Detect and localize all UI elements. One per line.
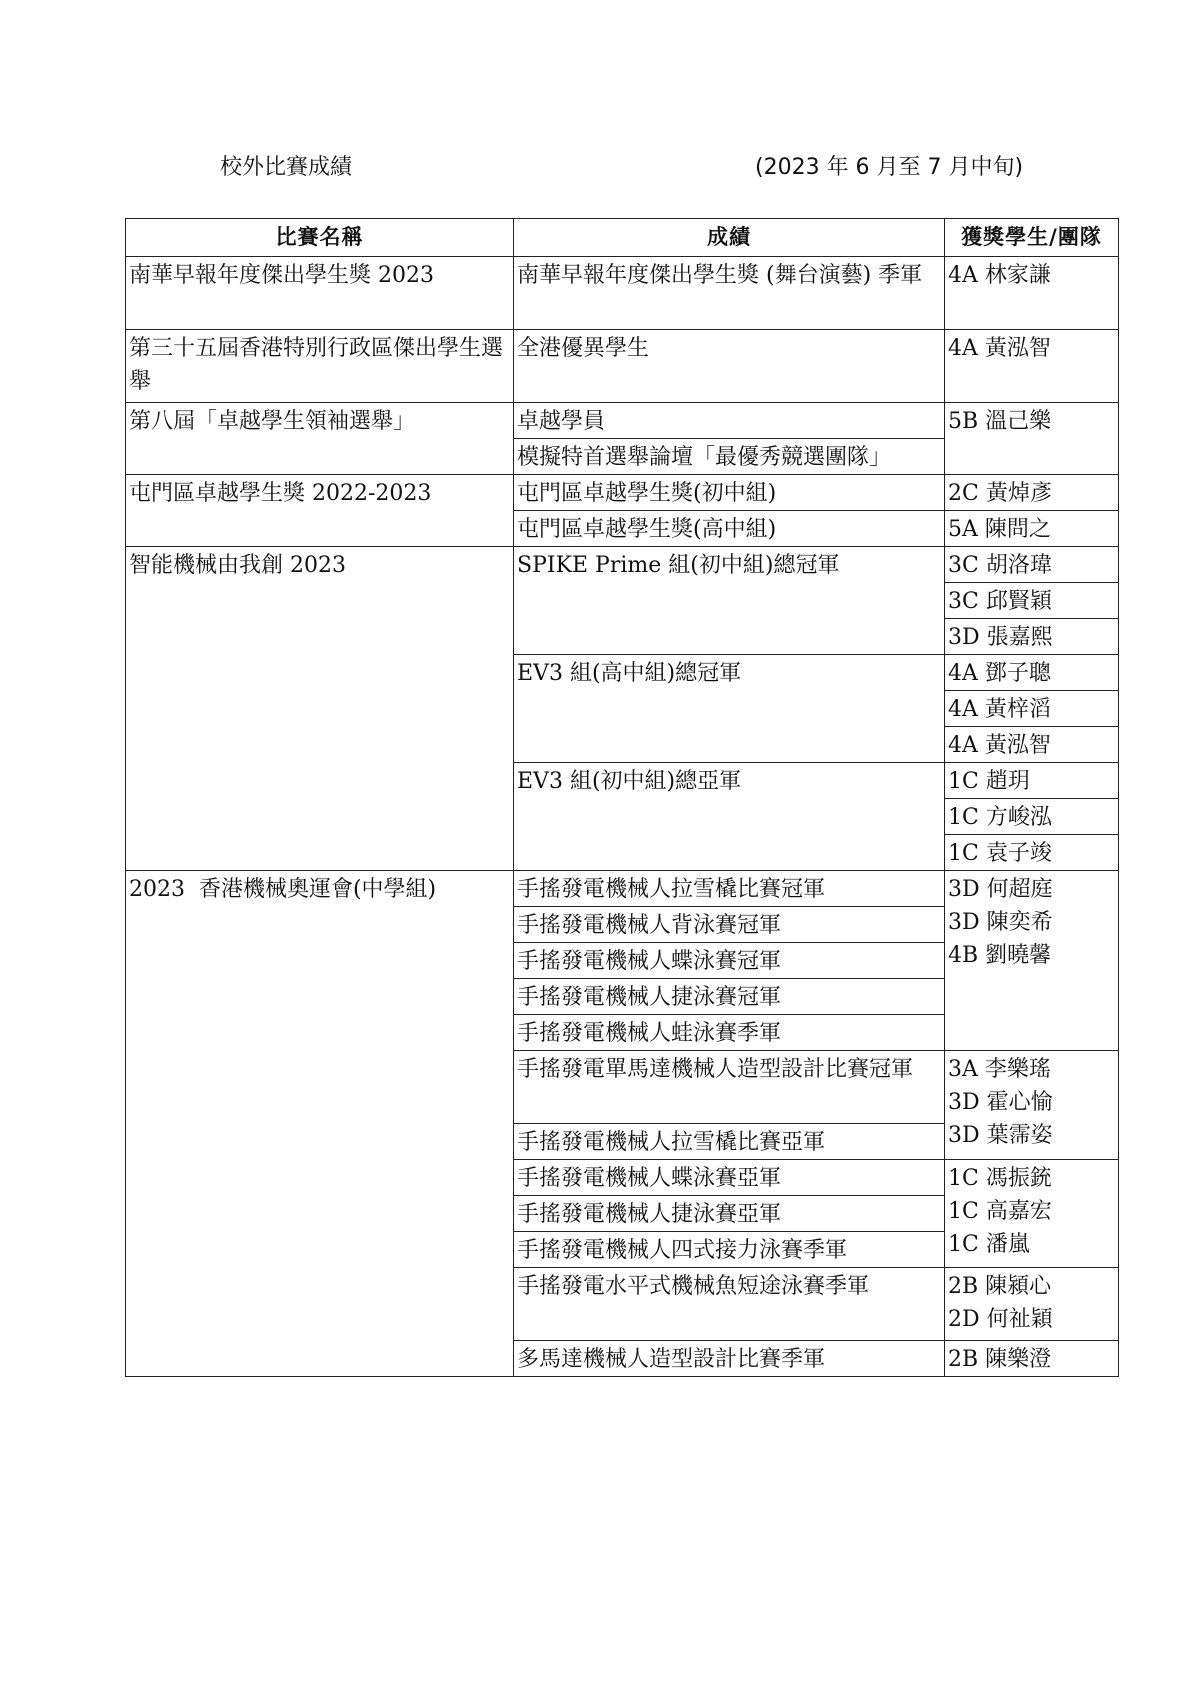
result-cell: 手搖發電水平式機械魚短途泳賽季軍: [514, 1268, 945, 1341]
result-cell: 手搖發電機械人四式接力泳賽季軍: [514, 1232, 945, 1268]
result-cell: 南華早報年度傑出學生獎 (舞台演藝) 季軍: [514, 257, 945, 330]
student-cell: 2B 陳潁心 2D 何祉穎: [945, 1268, 1119, 1341]
result-cell: 多馬達機械人造型設計比賽季軍: [514, 1341, 945, 1377]
result-cell: 卓越學員: [514, 403, 945, 439]
student-cell: 4A 黃泓智: [945, 727, 1119, 763]
result-cell: 屯門區卓越學生獎(初中組): [514, 475, 945, 511]
table-header-row: [126, 219, 1119, 257]
result-cell: 模擬特首選舉論壇「最優秀競選團隊」: [514, 439, 945, 475]
result-cell: 屯門區卓越學生獎(高中組): [514, 511, 945, 547]
header-result: 成績: [514, 219, 945, 257]
result-cell: SPIKE Prime 組(初中組)總冠軍: [514, 547, 945, 655]
competition-name: 智能機械由我創 2023: [126, 547, 514, 871]
table-row: [126, 257, 1119, 330]
results-table: [125, 218, 1119, 1377]
table-row: [126, 403, 1119, 439]
result-cell: 手搖發電機械人拉雪橇比賽冠軍: [514, 871, 945, 907]
student-cell: 2B 陳樂澄: [945, 1341, 1119, 1377]
result-cell: 全港優異學生: [514, 330, 945, 403]
table-row: [126, 547, 1119, 583]
student-cell: 4A 林家謙: [945, 257, 1119, 330]
student-cell: 1C 趙玥: [945, 763, 1119, 799]
result-cell: 手搖發電機械人捷泳賽亞軍: [514, 1196, 945, 1232]
header-students: 獲獎學生/團隊: [945, 219, 1119, 257]
result-cell: 手搖發電機械人蝶泳賽冠軍: [514, 943, 945, 979]
competition-name: 2023 香港機械奧運會(中學組): [126, 871, 514, 1377]
student-cell: 1C 袁子竣: [945, 835, 1119, 871]
student-cell: 3A 李樂瑤 3D 霍心愉 3D 葉霈姿: [945, 1051, 1119, 1160]
student-cell: 1C 馮振銃 1C 高嘉宏 1C 潘嵐: [945, 1160, 1119, 1268]
competition-name: 第三十五屆香港特別行政區傑出學生選舉: [126, 330, 514, 403]
table-row: [126, 475, 1119, 511]
student-cell: 4A 鄧子聰: [945, 655, 1119, 691]
student-cell: 5A 陳問之: [945, 511, 1119, 547]
result-cell: 手搖發電機械人蛙泳賽季軍: [514, 1015, 945, 1051]
document-period: (2023 年 6 月至 7 月中旬): [755, 155, 1024, 180]
result-cell: 手搖發電單馬達機械人造型設計比賽冠軍: [514, 1051, 945, 1124]
student-cell: 4A 黃泓智: [945, 330, 1119, 403]
student-cell: 1C 方峻泓: [945, 799, 1119, 835]
document-title: 校外比賽成績: [220, 155, 353, 180]
result-cell: 手搖發電機械人捷泳賽冠軍: [514, 979, 945, 1015]
student-cell: 3C 邱賢穎: [945, 583, 1119, 619]
student-cell: 3D 何超庭 3D 陳奕希 4B 劉曉馨: [945, 871, 1119, 1051]
result-cell: 手搖發電機械人蝶泳賽亞軍: [514, 1160, 945, 1196]
student-cell: 5B 溫己樂: [945, 403, 1119, 475]
student-cell: 2C 黃焯彥: [945, 475, 1119, 511]
header-competition: 比賽名稱: [126, 219, 514, 257]
student-cell: 4A 黃梓滔: [945, 691, 1119, 727]
result-cell: EV3 組(初中組)總亞軍: [514, 763, 945, 871]
student-cell: 3C 胡洛瑋: [945, 547, 1119, 583]
student-cell: 3D 張嘉熙: [945, 619, 1119, 655]
competition-name: 第八屆「卓越學生領袖選舉」: [126, 403, 514, 475]
table-row: [126, 871, 1119, 907]
result-cell: 手搖發電機械人背泳賽冠軍: [514, 907, 945, 943]
result-cell: EV3 組(高中組)總冠軍: [514, 655, 945, 763]
competition-name: 南華早報年度傑出學生獎 2023: [126, 257, 514, 330]
competition-name: 屯門區卓越學生獎 2022-2023: [126, 475, 514, 547]
result-cell: 手搖發電機械人拉雪橇比賽亞軍: [514, 1124, 945, 1160]
table-row: [126, 330, 1119, 403]
